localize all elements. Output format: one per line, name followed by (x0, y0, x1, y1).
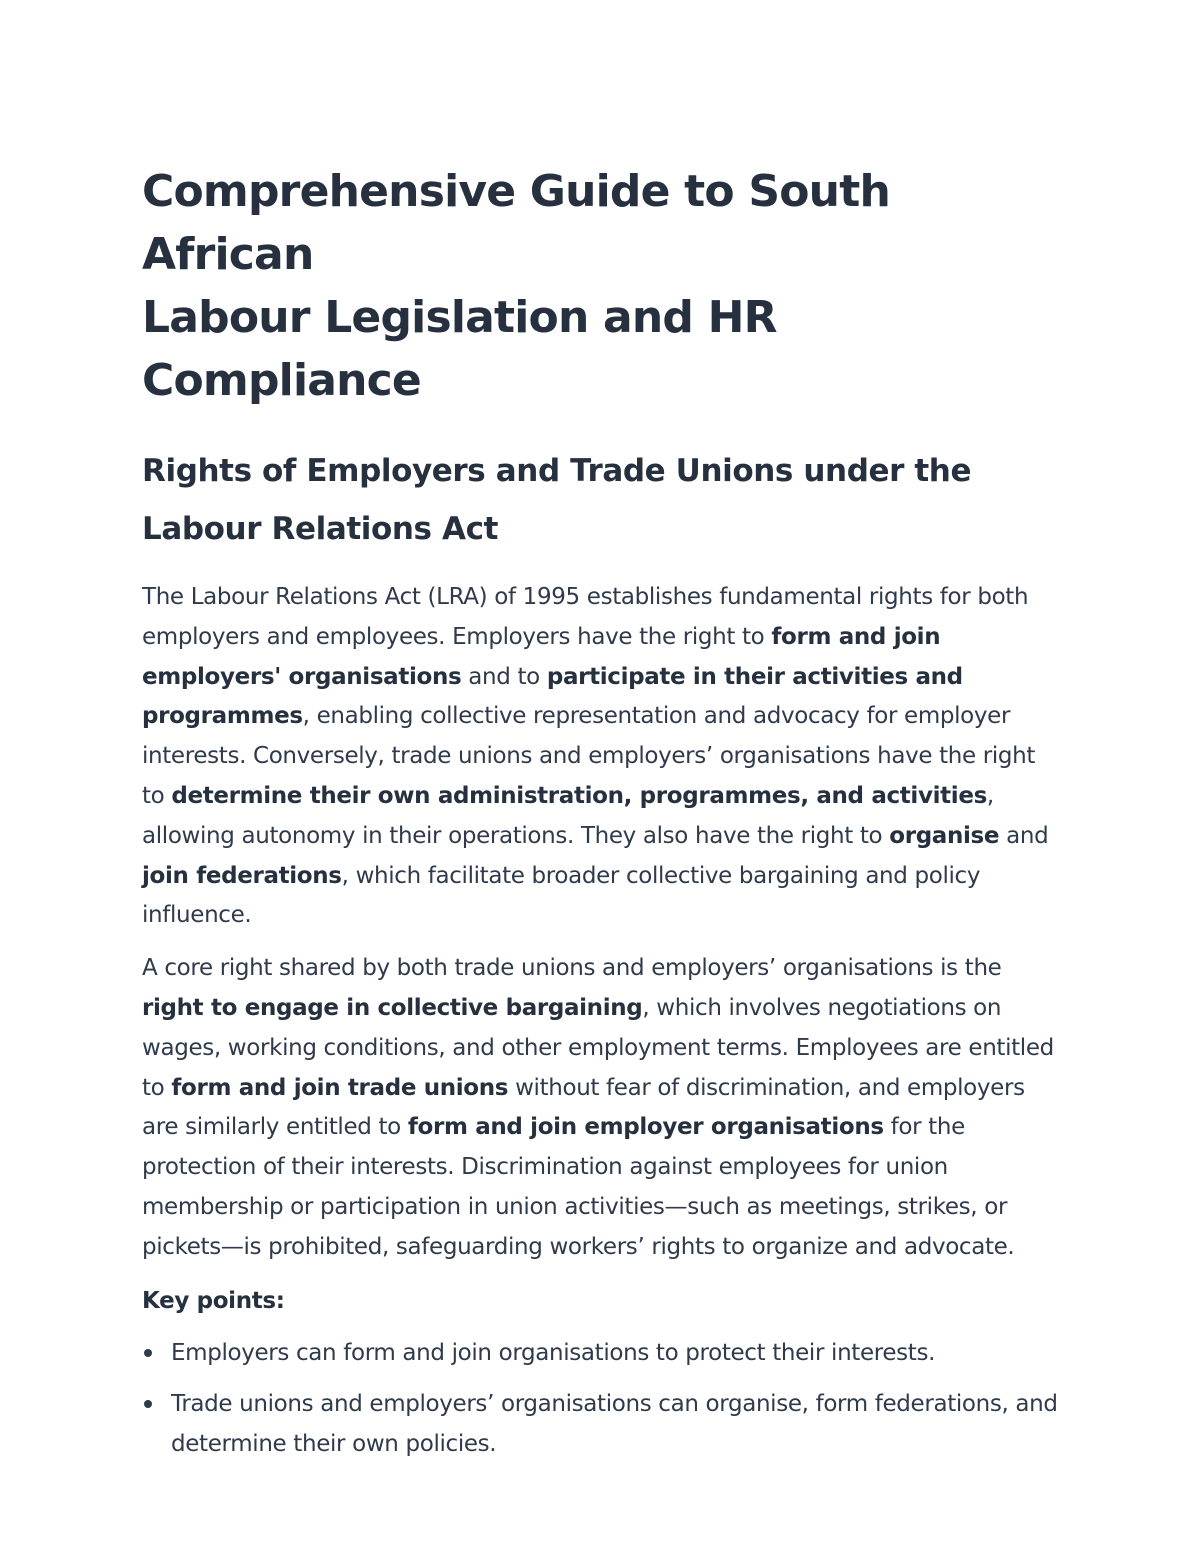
section-heading (142, 442, 1062, 558)
title-line-1: Comprehensive Guide to South African (142, 166, 890, 280)
bullet-icon (144, 1400, 152, 1408)
list-item (142, 1333, 1062, 1373)
section-heading-line-1: Rights of Employers and Trade Unions under the (142, 453, 972, 489)
paragraph-collective-bargaining (142, 949, 1062, 1267)
list-item-text: Trade unions and employers’ organisations can organise, form federations, and determine their own policies. (171, 1390, 1058, 1457)
bullet-icon (144, 1349, 152, 1357)
key-points-list (142, 1333, 1062, 1464)
emphasis-text: organise (889, 822, 1000, 849)
paragraph-text: , enabling collective representation and advocacy for employer interests. Conversely, trade unions and employers’ organisations have the right to (142, 703, 1036, 809)
key-points-label: Key points: (142, 1287, 285, 1314)
paragraph-text: The Labour Relations Act (LRA) of 1995 establishes fundamental rights for both employers and employees. Employers have the right to (142, 584, 1029, 650)
list-item-text: Employers can form and join organisations to protect their interests. (171, 1339, 936, 1366)
document-title (142, 160, 1062, 412)
paragraph-text: and to (461, 663, 547, 690)
emphasis-text: determine their own administration, programmes, and activities (171, 782, 987, 809)
emphasis-text: form and join trade unions (171, 1074, 509, 1101)
emphasis-text: participate in their activities and programmes (142, 663, 963, 730)
paragraph-text: , allowing autonomy in their operations. They also have the right to (142, 782, 994, 849)
list-item (142, 1384, 1062, 1464)
emphasis-text: form and join employers' organisations (142, 623, 941, 690)
paragraph-text: , which facilitate broader collective bargaining and policy influence. (142, 862, 981, 929)
paragraph-text: and (999, 822, 1049, 849)
paragraph-text: without fear of discrimination, and employers are similarly entitled to (142, 1074, 1025, 1141)
title-line-2: Labour Legislation and HR Compliance (142, 292, 777, 406)
paragraph-text: for the protection of their interests. Discrimination against employees for union membership or participation in union activities—such as meetings, strikes, or pickets—is prohibited, safeguarding workers’ rights to organize and advocate. (142, 1114, 1015, 1260)
emphasis-text: right to engage in collective bargaining (142, 994, 643, 1021)
section-heading-line-2: Labour Relations Act (142, 511, 498, 547)
paragraph-lra-rights (142, 578, 1062, 936)
emphasis-text: form and join employer organisations (407, 1114, 884, 1141)
paragraph-text: A core right shared by both trade unions and employers’ organisations is the (142, 955, 1002, 982)
paragraph-text: , which involves negotiations on wages, working conditions, and other employment terms. Employees are entitled to (142, 994, 1054, 1101)
emphasis-text: join federations (142, 862, 342, 889)
document-page (142, 160, 1062, 1475)
